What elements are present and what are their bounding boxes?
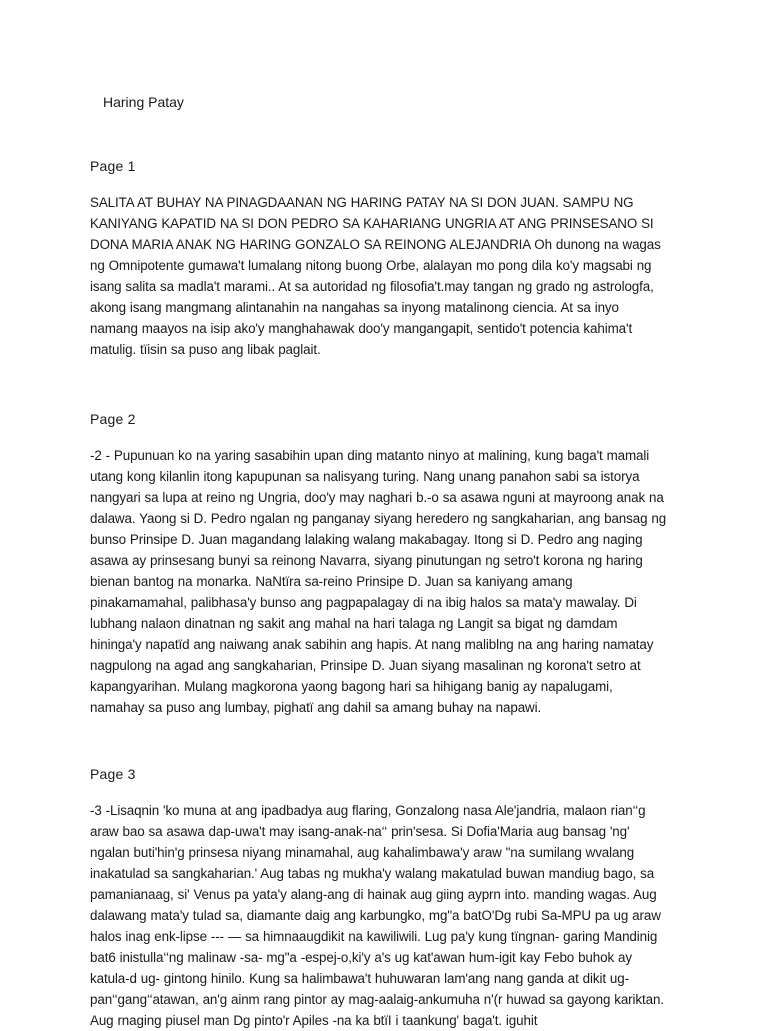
page-3-paragraph: -3 -Lisaqnin 'ko muna at ang ipadbadya aug flaring, Gonzalong nasa Ale'jandria, malaon rian‘‘g araw bao sa asawa dap-uwa't may isang-anak-na‘‘ prin'sesa. Si Dofia'Maria aug bansag 'ng' ngalan buti'hin'g prinsesa niyang minamahal, aug kahalimbawa'y araw "na sumilang wvalang inakatulad sa sangkaharian.' Aug tabas ng mukha'y walang makatulad buwan mandiug bago, sa pamanianaag, si' Venus pa yata'y alang-ang di hainak aug giing ayprn into. manding wagas. Aug dalawang mata'y tulad sa, diamante daig ang karbungko, mg"a batO'Dg rubi Sa-MPU pa ug araw halos inag enk-lipse --- — sa himnaaugdikit na kawiliwili. Lug pa'y kung tïngnan- garing Mandinig bat6 inistulla‘‘ng malinaw -sa- mg"a -espej-o,ki'y a's ug kat'awan hum-igit kay Febo buhok ay katula-d ug- gintong hinilo. Kung sa halimbawa't huhuwaran lam'ang nang ganda at dikit ug- pan‘‘gang‘‘atawan, an'g ainm rang pintor ay mag-aalaig-ankumuha n'(r huwad sa gayong kariktan. Aug rnaging piusel man Dg pinto'r Apiles -na ka btïI i taankung' baga't. iguhit [90, 803, 664, 1028]
page-1-label: Page 1 [90, 158, 136, 174]
page-3-label: Page 3 [90, 766, 136, 782]
page-1-paragraph: SALITA AT BUHAY NA PINAGDAANAN NG HARING PATAY NA SI DON JUAN. SAMPU NG KANIYANG KAPATID NA SI DON PEDRO SA KAHARIANG UNGRIA AT ANG PRINSESANO SI DONA MARIA ANAK NG HARING GONZALO SA REINONG ALEJANDRIA Oh dunong na wagas ng Omnipotente gumawa't lumalang nitong buong Orbe, alalayan mo pong dila ko'y magsabi ng isang salita sa madla't marami.. At sa autoridad ng filosofia't.may tangan ng grado ng astrologfa, akong isang mangmang alintanahin na nangahas sa inyong matalinong ciencia. At sa inyo namang maayos na isip ako'y manghahawak doo'y mangangapit, sentido't potencia kahima't matulig. tïisin sa puso ang libak paglait. [90, 195, 661, 357]
document-title: Haring Patay [103, 94, 184, 110]
page-2-paragraph: -2 - Pupunuan ko na yaring sasabihin upan ding matanto ninyo at malining, kung baga't mamali utang kong kilanlin itong kapupunan sa nalisyang turing. Nang unang panahon sabi sa istorya nangyari sa lupa at reino ng Ungria, doo'y may naghari b.-o sa asawa nguni at mayroong anak na dalawa. Yaong si D. Pedro ngalan ng panganay siyang heredero ng sangkaharian, ang bansag ng bunso Prinsipe D. Juan magandang lalaking walang makabagay. Itong si D. Pedro ang naging asawa ay prinsesang bunyi sa reinong Navarra, siyang pinutungan ng setro't korona ng haring bienan bantog na monarka. NaNtïra sa-reino Prinsipe D. Juan sa kaniyang amang pinakamamahal, palibhasa'y bunso ang pagpapalagay di na ibig halos sa mata'y mawalay. Di lubhang nalaon dinatnan ng sakit ang mahal na hari talaga ng Langit sa bigat ng damdam hininga'y napatïd ang naiwang anak sabihin ang hapis. At nang maliblng na ang haring namatay nagpulong na agad ang sangkaharian, Prinsipe D. Juan siyang masalinan ng korona't setro at kapangyarihan. Mulang magkorona yaong bagong hari sa hihigang banig ay napalugami, namahay sa puso ang lumbay, pighatï ang dahil sa amang buhay na napawi. [90, 448, 667, 715]
page-2-label: Page 2 [90, 411, 136, 427]
